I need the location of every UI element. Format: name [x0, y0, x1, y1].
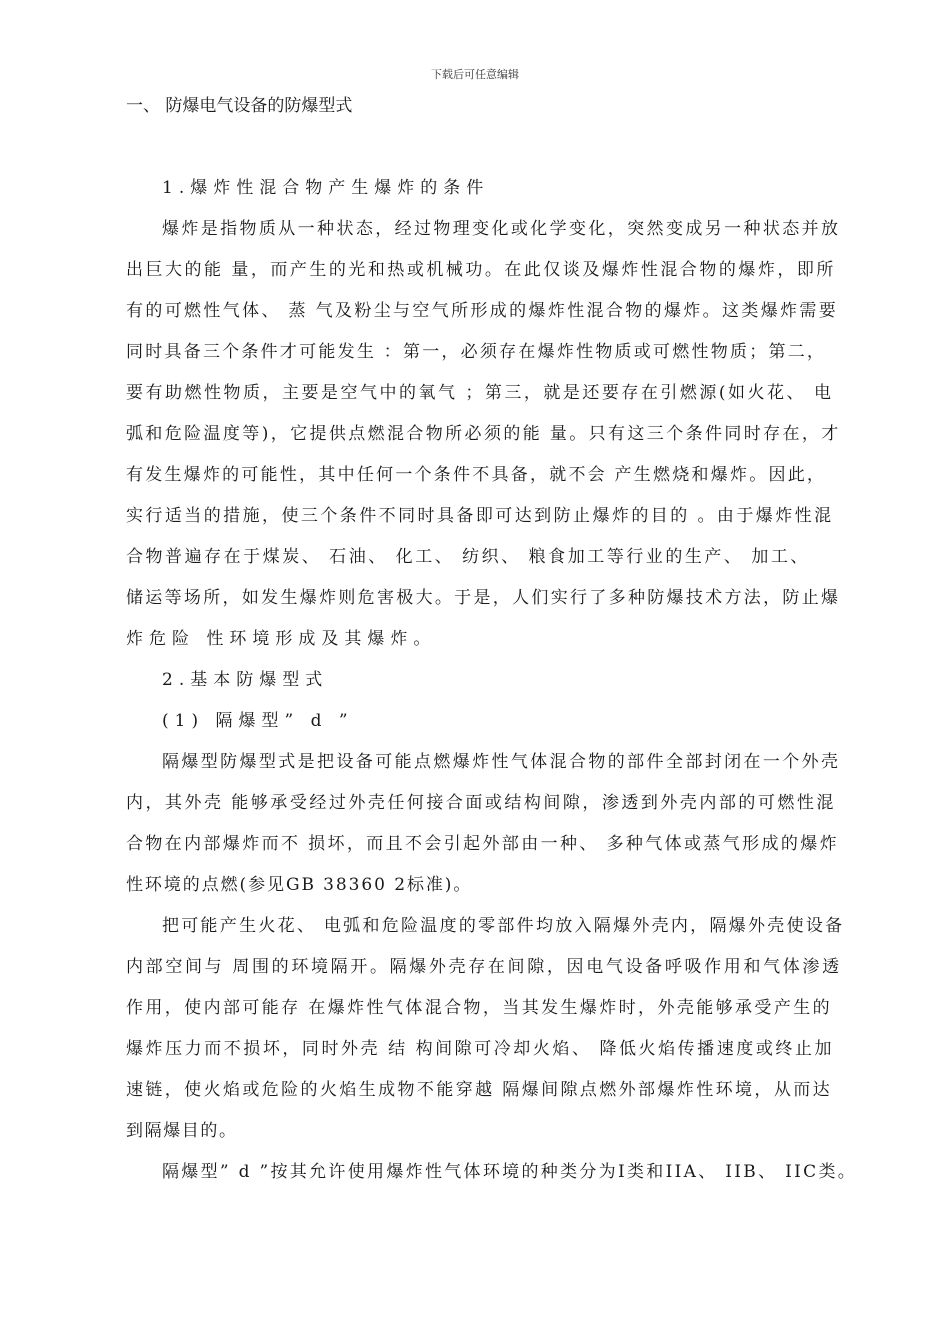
subheading-basic-types: 2.基本防爆型式: [162, 670, 329, 690]
paragraph-line: 把可能产生火花、 电弧和危险温度的零部件均放入隔爆外壳内，隔爆外壳使设备: [162, 916, 845, 936]
paragraph-line: 合物在内部爆炸而不 损坏，而且不会引起外部由一种、 多种气体或蒸气形成的爆炸: [126, 834, 840, 854]
paragraph-line: 速链，使火焰或危险的火焰生成物不能穿越 隔爆间隙点燃外部爆炸性环境，从而达: [126, 1080, 833, 1100]
paragraph-line: 有的可燃性气体、 蒸 气及粉尘与空气所形成的爆炸性混合物的爆炸。这类爆炸需要: [126, 301, 839, 321]
paragraph-line: 要有助燃性物质，主要是空气中的氧气 ；第三，就是还要存在引燃源(如火花、 电: [126, 383, 834, 403]
paragraph-line: 爆炸压力而不损坏，同时外壳 结 构间隙可冷却火焰、 降低火焰传播速度或终止加: [126, 1039, 835, 1059]
paragraph-line: 实行适当的措施，使三个条件不同时具备即可达到防止爆炸的目的 。由于爆炸性混: [126, 506, 834, 526]
paragraph-line: 炸危险 性环境形成及其爆炸。: [126, 629, 437, 649]
paragraph-line: 爆炸是指物质从一种状态，经过物理变化或化学变化，突然变成另一种状态并放: [162, 219, 841, 239]
subheading-flameproof-d: (1) 隔爆型” d ”: [162, 711, 354, 731]
paragraph-line: 隔爆型防爆型式是把设备可能点燃爆炸性气体混合物的部件全部封闭在一个外壳: [162, 752, 841, 772]
paragraph-line: 弧和危险温度等)，它提供点燃混合物所必须的能 量。只有这三个条件同时存在，才: [126, 424, 841, 444]
paragraph-line: 到隔爆目的。: [126, 1121, 238, 1141]
paragraph-line: 内部空间与 周围的环境隔开。隔爆外壳存在间隙，因电气设备呼吸作用和气体渗透: [126, 957, 842, 977]
subheading-explosion-conditions: 1.爆炸性混合物产生爆炸的条件: [162, 178, 490, 198]
paragraph-line: 出巨大的能 量，而产生的光和热或机械功。在此仅谈及爆炸性混合物的爆炸，即所: [126, 260, 836, 280]
page-header: 下载后可任意编辑: [431, 68, 519, 81]
paragraph-line: 隔爆型” d ”按其允许使用爆炸性气体环境的种类分为Ⅰ类和IIA、 IIB、 IIC类。: [162, 1162, 858, 1182]
paragraph-line: 同时具备三个条件才可能发生 ：第一，必须存在爆炸性物质或可燃性物质；第二，: [126, 342, 827, 362]
paragraph-line: 储运等场所，如发生爆炸则危害极大。于是，人们实行了多种防爆技术方法，防止爆: [126, 588, 841, 608]
paragraph-line: 作用，使内部可能存 在爆炸性气体混合物，当其发生爆炸时，外壳能够承受产生的: [126, 998, 833, 1018]
paragraph-line: 内，其外壳 能够承受经过外壳任何接合面或结构间隙，渗透到外壳内部的可燃性混: [126, 793, 836, 813]
paragraph-line: 有发生爆炸的可能性，其中任何一个条件不具备，就不会 产生燃烧和爆炸。因此，: [126, 465, 827, 485]
paragraph-line: 性环境的点燃(参见GB 38360 2标准)。: [126, 875, 473, 895]
section-heading: 一、 防爆电气设备的防爆型式: [126, 96, 353, 116]
paragraph-line: 合物普遍存在于煤炭、 石油、 化工、 纺织、 粮食加工等行业的生产、 加工、: [126, 547, 810, 567]
